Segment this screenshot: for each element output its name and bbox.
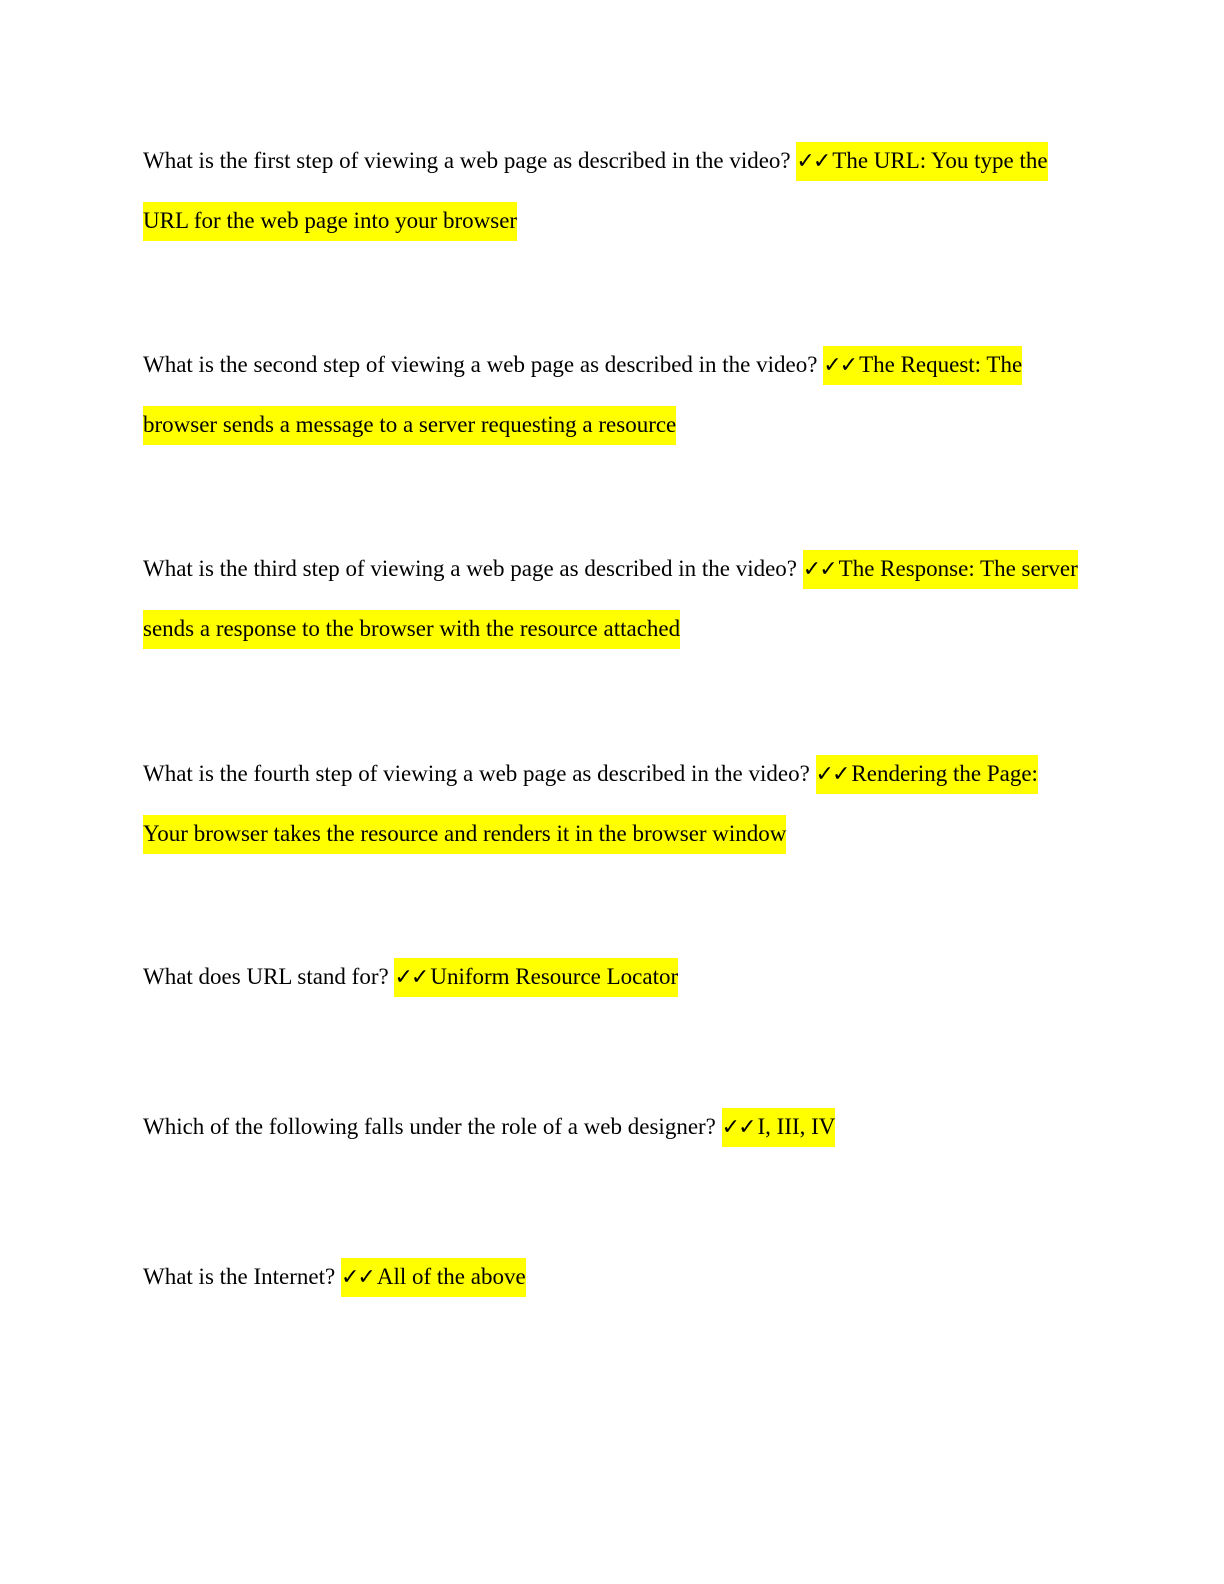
- question-text: What is the Internet?: [143, 1264, 336, 1289]
- double-check-icon: ✓✓: [796, 149, 830, 174]
- answer-highlight: [722, 1108, 836, 1147]
- question-text: What does URL stand for?: [143, 964, 389, 989]
- double-check-icon: ✓✓: [340, 1265, 374, 1290]
- answer-text: The Response: The server sends a response to the browser with the resource attached: [143, 556, 1078, 641]
- answer-highlight: [341, 1258, 526, 1297]
- qa-item-5: [143, 947, 1083, 1007]
- answer-text: All of the above: [376, 1264, 526, 1289]
- qa-item-7: [143, 1247, 1083, 1307]
- answer-highlight: [394, 958, 678, 997]
- double-check-icon: ✓✓: [394, 965, 428, 990]
- double-check-icon: ✓✓: [815, 762, 849, 787]
- qa-item-1: [143, 131, 1083, 250]
- double-check-icon: ✓✓: [802, 557, 836, 582]
- question-text: What is the third step of viewing a web page as described in the video?: [143, 556, 798, 581]
- question-text: Which of the following falls under the role of a web designer?: [143, 1114, 716, 1139]
- question-text: What is the second step of viewing a web page as described in the video?: [143, 352, 818, 377]
- qa-item-6: [143, 1097, 1083, 1157]
- qa-item-3: [143, 539, 1083, 658]
- answer-text: The Request: The browser sends a message to a server requesting a resource: [143, 352, 1023, 437]
- answer-text: The URL: You type the URL for the web page into your browser: [143, 148, 1048, 233]
- double-check-icon: ✓✓: [721, 1115, 755, 1140]
- answer-text: I, III, IV: [757, 1114, 836, 1139]
- qa-item-4: [143, 744, 1083, 863]
- question-text: What is the fourth step of viewing a web page as described in the video?: [143, 761, 810, 786]
- qa-item-2: [143, 335, 1083, 454]
- answer-text: Uniform Resource Locator: [430, 964, 679, 989]
- double-check-icon: ✓✓: [823, 353, 857, 378]
- answer-text: Rendering the Page: Your browser takes the resource and renders it in the browser window: [143, 761, 1038, 846]
- question-text: What is the first step of viewing a web page as described in the video?: [143, 148, 791, 173]
